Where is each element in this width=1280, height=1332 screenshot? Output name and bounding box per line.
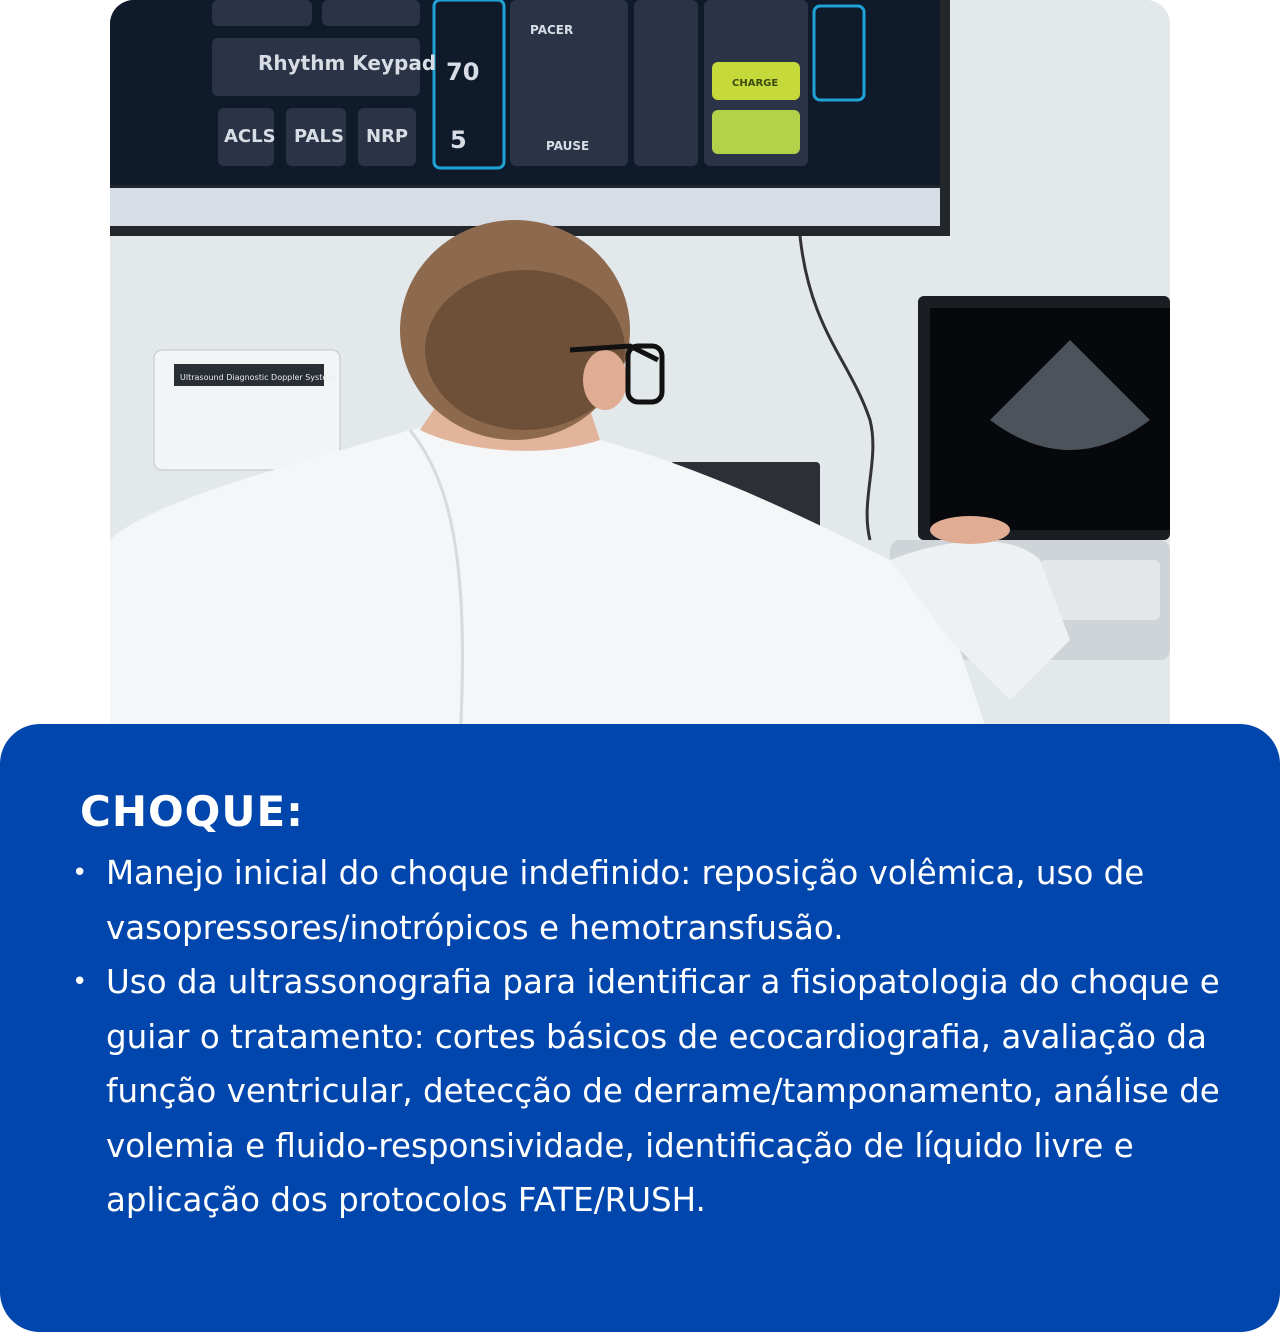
- svg-text:PALS: PALS: [294, 126, 344, 147]
- svg-text:5: 5: [450, 126, 467, 154]
- photo-illustration: [110, 0, 1170, 740]
- doppler-device: [154, 350, 340, 470]
- list-item: [72, 846, 1222, 955]
- svg-text:Rhythm Keypad: Rhythm Keypad: [258, 51, 437, 75]
- svg-text:PAUSE: PAUSE: [546, 139, 590, 153]
- svg-text:70: 70: [446, 58, 480, 86]
- svg-text:NRP: NRP: [366, 126, 409, 147]
- card-title: CHOQUE:: [80, 787, 304, 836]
- bullet-text: Uso da ultrassonografia para identificar a fisiopatologia do choque e guiar o tratamento: cortes básicos de ecocardiografia, avaliação da função ventricular, detecção de derrame/tamponamento, análise de volemia e fluido-responsividade, identificação de líquido livre e aplicação dos protocolos FATE/RUSH.: [106, 963, 1220, 1219]
- bullet-list: [72, 846, 1222, 1228]
- svg-text:PACER: PACER: [530, 23, 574, 37]
- bullet-text: Manejo inicial do choque indefinido: reposição volêmica, uso de vasopressores/inotrópicos e hemotransfusão.: [106, 854, 1145, 947]
- info-card: [0, 724, 1280, 1332]
- hero-photo: [110, 0, 1170, 740]
- svg-text:ACLS: ACLS: [224, 126, 276, 147]
- tv-monitor: [110, 0, 950, 236]
- list-item: [72, 955, 1222, 1228]
- svg-text:CHARGE: CHARGE: [732, 78, 779, 89]
- bullet-icon: •: [72, 858, 88, 888]
- svg-text:Ultrasound Diagnostic Doppler: Ultrasound Diagnostic Doppler System: [180, 373, 336, 382]
- bullet-icon: •: [72, 967, 88, 997]
